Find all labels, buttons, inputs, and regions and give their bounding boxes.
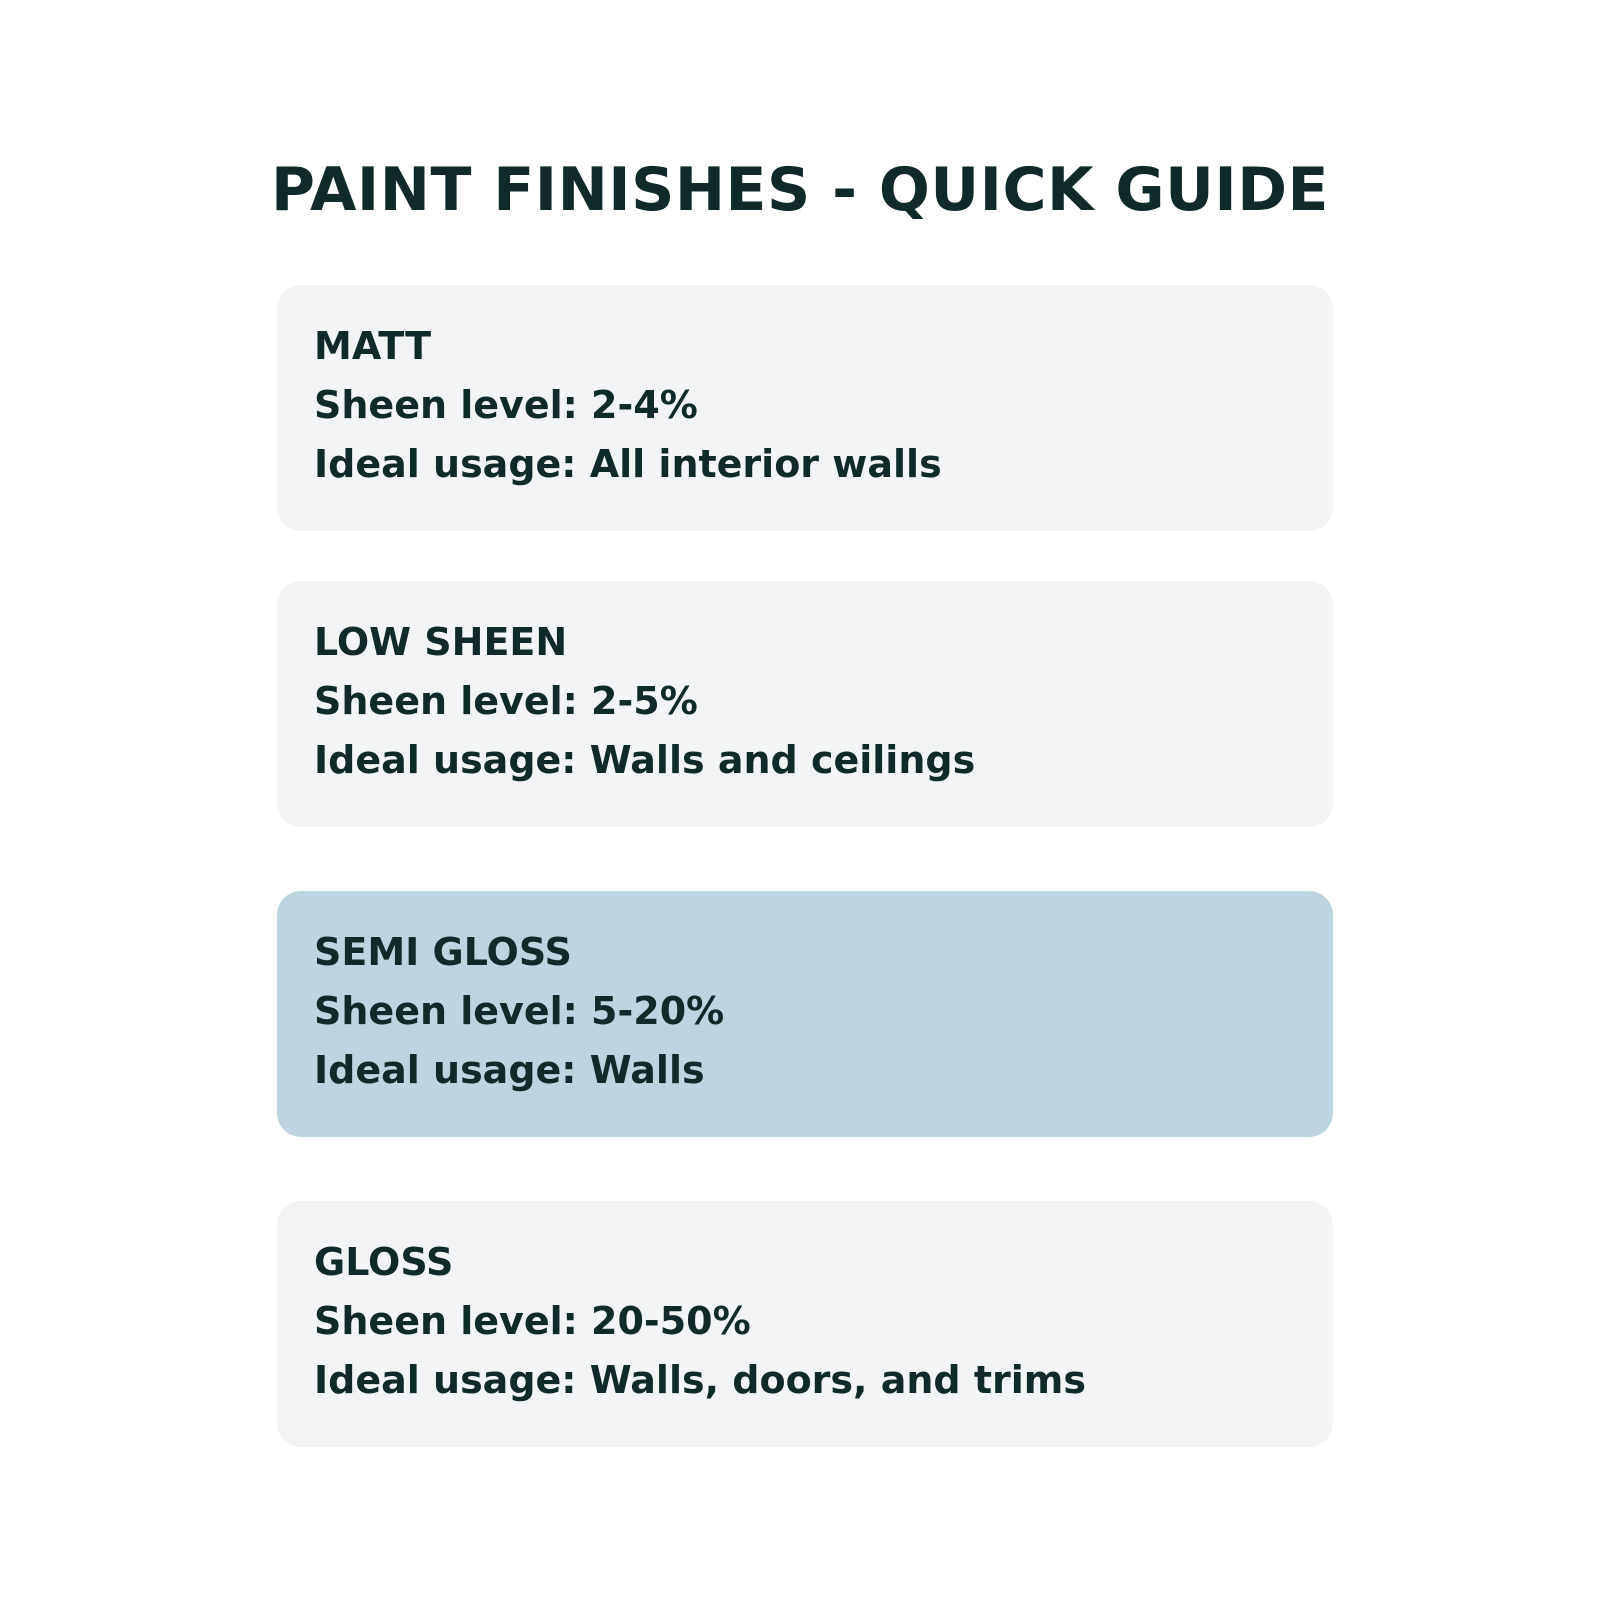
finish-name: SEMI GLOSS (314, 930, 572, 974)
ideal-usage: Ideal usage: Walls (314, 1048, 705, 1092)
page-title: PAINT FINISHES - QUICK GUIDE (271, 155, 1329, 225)
finish-card-matt (277, 285, 1333, 531)
finish-name: LOW SHEEN (314, 620, 568, 664)
ideal-usage: Ideal usage: All interior walls (314, 442, 942, 486)
ideal-usage: Ideal usage: Walls, doors, and trims (314, 1358, 1086, 1402)
finish-card-gloss (277, 1201, 1333, 1447)
sheen-level: Sheen level: 2-4% (314, 383, 698, 427)
finish-card-semi-gloss (277, 891, 1333, 1137)
sheen-level: Sheen level: 20-50% (314, 1299, 751, 1343)
sheen-level: Sheen level: 5-20% (314, 989, 725, 1033)
finish-card-low-sheen (277, 581, 1333, 827)
sheen-level: Sheen level: 2-5% (314, 679, 698, 723)
ideal-usage: Ideal usage: Walls and ceilings (314, 738, 976, 782)
finish-name: MATT (314, 324, 431, 368)
finish-name: GLOSS (314, 1240, 454, 1284)
